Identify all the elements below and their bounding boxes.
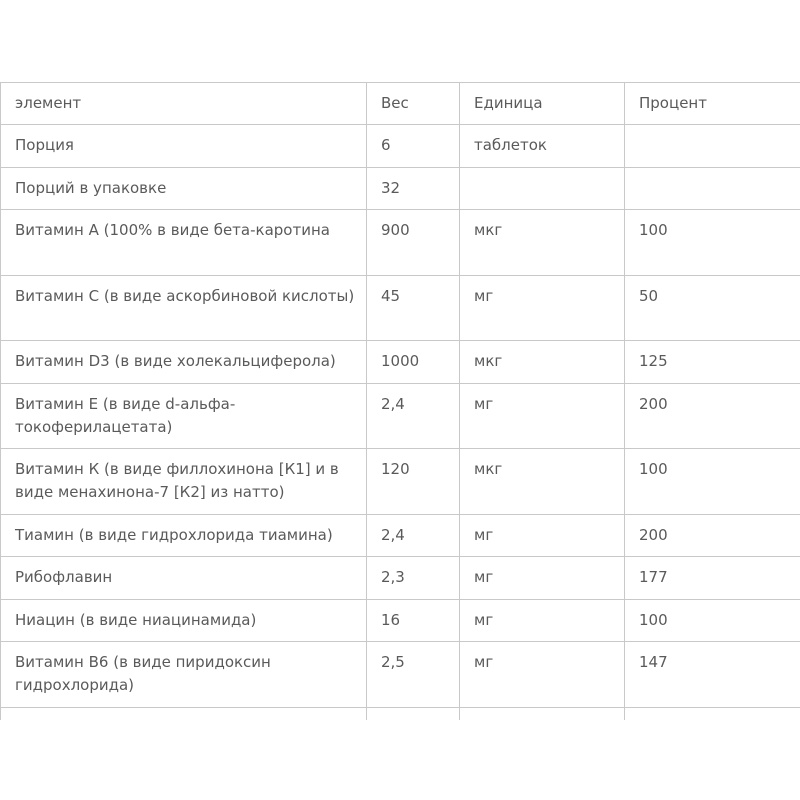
cell-element: Порция <box>1 125 367 168</box>
cell-unit: мг <box>460 642 625 708</box>
cell-weight: 2,4 <box>367 515 460 557</box>
table-row <box>1 168 800 210</box>
cell-percent: 100 <box>625 210 800 276</box>
cell-weight: 900 <box>367 210 460 276</box>
cell-weight: 45 <box>367 276 460 341</box>
cell-percent: 200 <box>625 384 800 449</box>
table-row <box>1 449 800 515</box>
cell-unit: мг <box>460 600 625 642</box>
table-row <box>1 557 800 600</box>
cell-element: Порций в упаковке <box>1 168 367 210</box>
cell-unit: мг <box>460 276 625 341</box>
table-row <box>1 341 800 384</box>
table-row <box>1 276 800 341</box>
cell-element: Витамин С (в виде аскорбиновой кислоты) <box>1 276 367 341</box>
table-row-partial <box>1 708 800 720</box>
cell-element: Витамин А (100% в виде бета-каротина <box>1 210 367 276</box>
cell-unit: мг <box>460 557 625 600</box>
nutrition-table <box>0 82 800 720</box>
header-cell-unit: Единица <box>460 83 625 125</box>
table-row <box>1 210 800 276</box>
cell-weight: 6 <box>367 125 460 168</box>
table-row <box>1 515 800 557</box>
cell-percent: 100 <box>625 449 800 515</box>
cell-percent: 50 <box>625 276 800 341</box>
cell-element: Витамин D3 (в виде холекальциферола) <box>1 341 367 384</box>
cell-percent: 125 <box>625 341 800 384</box>
cell-percent <box>625 168 800 210</box>
cell-percent: 100 <box>625 600 800 642</box>
cell-unit: мкг <box>460 449 625 515</box>
table-row <box>1 642 800 708</box>
cell-percent <box>625 125 800 168</box>
cell-percent: 200 <box>625 515 800 557</box>
cell-weight: 2,4 <box>367 384 460 449</box>
cell-weight: 16 <box>367 600 460 642</box>
cell-element: Тиамин (в виде гидрохлорида тиамина) <box>1 515 367 557</box>
cell-unit: мкг <box>460 210 625 276</box>
cell-unit: мг <box>460 515 625 557</box>
cell-element: Витамин В6 (в виде пиридоксин гидрохлорида) <box>1 642 367 708</box>
table-row <box>1 125 800 168</box>
cell-weight: 32 <box>367 168 460 210</box>
cell-unit <box>460 168 625 210</box>
cell-weight: 1000 <box>367 341 460 384</box>
cell-percent: 147 <box>625 642 800 708</box>
cell-percent: 177 <box>625 557 800 600</box>
cell-element: Рибофлавин <box>1 557 367 600</box>
table-row <box>1 600 800 642</box>
cell-unit: таблеток <box>460 125 625 168</box>
table-header-row <box>1 83 800 125</box>
cell-weight: 2,3 <box>367 557 460 600</box>
cell-weight: 120 <box>367 449 460 515</box>
cell-unit: мг <box>460 384 625 449</box>
cell-unit: мкг <box>460 341 625 384</box>
cell-element: Ниацин (в виде ниацинамида) <box>1 600 367 642</box>
header-cell-weight: Вес <box>367 83 460 125</box>
header-cell-percent: Процент <box>625 83 800 125</box>
cell-element: Витамин К (в виде филлохинона [К1] и в виде менахинона-7 [К2] из натто) <box>1 449 367 515</box>
cell-element: Витамин Е (в виде d-альфа-токоферилацетата) <box>1 384 367 449</box>
header-cell-element: элемент <box>1 83 367 125</box>
cell-weight: 2,5 <box>367 642 460 708</box>
table-row <box>1 384 800 449</box>
